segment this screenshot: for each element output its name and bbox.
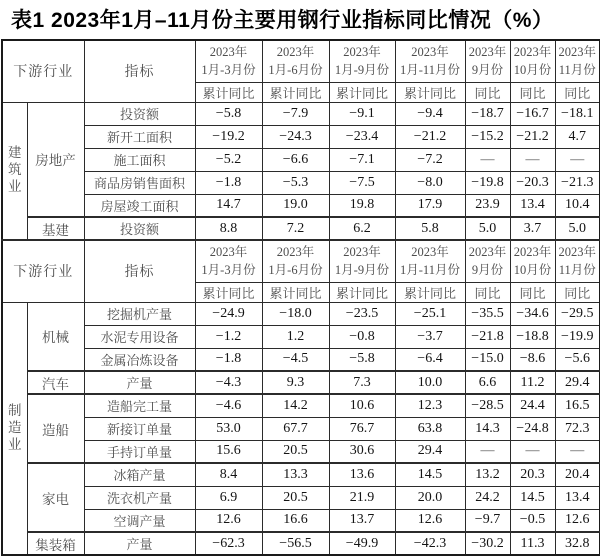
indicator-label: 产量 (84, 371, 195, 394)
header-period-year: 2023年 (276, 245, 315, 260)
indicator-label: 冰箱产量 (84, 463, 195, 486)
indicator-label: 新接订单量 (84, 417, 195, 440)
value-cell: −6.4 (395, 348, 465, 371)
sector-label-text: 制造业 (8, 402, 22, 452)
value-cell: — (510, 148, 555, 171)
value-cell: 19.0 (262, 194, 329, 217)
value-cell: −8.6 (510, 348, 555, 371)
industry-label: 家电 (27, 463, 84, 532)
header-period-year: 2023年 (209, 245, 248, 260)
indicator-label: 房屋竣工面积 (84, 194, 195, 217)
header-metric: 累计同比 (195, 282, 262, 302)
header-period (395, 240, 465, 282)
header-period (510, 40, 555, 82)
value-cell: −35.5 (465, 302, 510, 325)
header-metric: 同比 (555, 282, 600, 302)
value-cell: −7.5 (329, 171, 395, 194)
value-cell: −4.6 (195, 394, 262, 417)
indicator-label: 金属冶炼设备 (84, 348, 195, 371)
value-cell: −5.6 (555, 348, 600, 371)
value-cell: −34.6 (510, 302, 555, 325)
value-cell: −18.7 (465, 102, 510, 125)
value-cell: −4.5 (262, 348, 329, 371)
value-cell: 29.4 (555, 371, 600, 394)
value-cell: 11.3 (510, 532, 555, 555)
table-row (2, 463, 600, 486)
header-period-range: 9月份 (471, 263, 504, 278)
value-cell: −0.8 (329, 325, 395, 348)
header-period-range: 1月-11月份 (400, 263, 460, 278)
header-metric: 累计同比 (262, 282, 329, 302)
value-cell: 16.6 (262, 509, 329, 532)
table-row (2, 217, 600, 240)
value-cell: −9.7 (465, 509, 510, 532)
table-title: 表1 2023年1月–11月份主要用钢行业指标同比情况（%） (11, 9, 554, 32)
value-cell: 13.4 (555, 486, 600, 509)
value-cell: 7.2 (262, 217, 329, 240)
sector-label (2, 102, 27, 240)
value-cell: 6.9 (195, 486, 262, 509)
value-cell: −7.1 (329, 148, 395, 171)
value-cell: 20.5 (262, 440, 329, 463)
header-downstream-industry: 下游行业 (2, 240, 84, 302)
value-cell: −18.1 (555, 102, 600, 125)
value-cell: −19.9 (555, 325, 600, 348)
header-period-year: 2023年 (343, 45, 381, 60)
value-cell: −7.2 (395, 148, 465, 171)
indicator-label: 空调产量 (84, 509, 195, 532)
value-cell: −28.5 (465, 394, 510, 417)
value-cell: 10.6 (329, 394, 395, 417)
value-cell: 14.5 (510, 486, 555, 509)
header-metric: 同比 (555, 82, 600, 102)
value-cell: 24.4 (510, 394, 555, 417)
header-metric: 同比 (465, 82, 510, 102)
value-cell: −24.9 (195, 302, 262, 325)
header-period-year: 2023年 (343, 245, 381, 260)
header-period-range: 10月份 (513, 63, 552, 78)
header-metric: 累计同比 (395, 82, 465, 102)
value-cell: 13.3 (262, 463, 329, 486)
indicator-label: 手持订单量 (84, 440, 195, 463)
header-period (465, 40, 510, 82)
table-header-row (2, 40, 600, 82)
header-metric: 同比 (510, 282, 555, 302)
value-cell: 29.4 (395, 440, 465, 463)
table-row (2, 509, 600, 532)
indicator-label: 洗衣机产量 (84, 486, 195, 509)
header-period (262, 40, 329, 82)
header-period-year: 2023年 (209, 45, 248, 60)
table-row (2, 194, 600, 217)
value-cell: −9.4 (395, 102, 465, 125)
indicator-label: 投资额 (84, 102, 195, 125)
value-cell: −23.5 (329, 302, 395, 325)
value-cell: −7.9 (262, 102, 329, 125)
value-cell: 20.3 (510, 463, 555, 486)
value-cell: −15.2 (465, 125, 510, 148)
value-cell: −5.8 (195, 102, 262, 125)
value-cell: — (465, 440, 510, 463)
header-period-year: 2023年 (276, 45, 315, 60)
indicator-label: 施工面积 (84, 148, 195, 171)
table-row (2, 417, 600, 440)
value-cell: 7.3 (329, 371, 395, 394)
value-cell: 12.6 (195, 509, 262, 532)
value-cell: −1.8 (195, 348, 262, 371)
value-cell: −16.7 (510, 102, 555, 125)
value-cell: 13.6 (329, 463, 395, 486)
header-metric: 同比 (465, 282, 510, 302)
header-metric: 累计同比 (329, 82, 395, 102)
value-cell: −15.0 (465, 348, 510, 371)
value-cell: −21.2 (510, 125, 555, 148)
value-cell: −56.5 (262, 532, 329, 555)
value-cell: 12.3 (395, 394, 465, 417)
header-period-range: 1月-3月份 (201, 263, 256, 278)
table-row (2, 532, 600, 555)
value-cell: 72.3 (555, 417, 600, 440)
value-cell: 10.4 (555, 194, 600, 217)
table-row (2, 148, 600, 171)
header-period (329, 240, 395, 282)
header-period-year: 2023年 (468, 45, 507, 60)
value-cell: 1.2 (262, 325, 329, 348)
value-cell: — (510, 440, 555, 463)
header-period-range: 9月份 (471, 63, 504, 78)
value-cell: 14.3 (465, 417, 510, 440)
indicator-label: 商品房销售面积 (84, 171, 195, 194)
header-period-range: 10月份 (513, 263, 552, 278)
value-cell: 20.5 (262, 486, 329, 509)
industry-label: 造船 (27, 394, 84, 463)
value-cell: −1.8 (195, 171, 262, 194)
value-cell: 13.2 (465, 463, 510, 486)
header-period (555, 240, 600, 282)
value-cell: 21.9 (329, 486, 395, 509)
value-cell: 24.2 (465, 486, 510, 509)
value-cell: 63.8 (395, 417, 465, 440)
value-cell: −19.2 (195, 125, 262, 148)
header-period-range: 1月-11月份 (400, 63, 460, 78)
value-cell: −23.4 (329, 125, 395, 148)
header-period-year: 2023年 (558, 45, 596, 60)
header-period-range: 1月-6月份 (268, 263, 323, 278)
value-cell: 6.6 (465, 371, 510, 394)
header-period-range: 1月-3月份 (201, 63, 256, 78)
header-metric: 累计同比 (195, 82, 262, 102)
header-period (262, 240, 329, 282)
value-cell: −18.0 (262, 302, 329, 325)
value-cell: 20.4 (555, 463, 600, 486)
value-cell: −5.8 (329, 348, 395, 371)
value-cell: −42.3 (395, 532, 465, 555)
header-indicator: 指标 (84, 40, 195, 102)
value-cell: 14.7 (195, 194, 262, 217)
value-cell: 15.6 (195, 440, 262, 463)
value-cell: −8.0 (395, 171, 465, 194)
value-cell: 14.5 (395, 463, 465, 486)
indicator-label: 产量 (84, 532, 195, 555)
value-cell: −49.9 (329, 532, 395, 555)
table-row (2, 125, 600, 148)
value-cell: 30.6 (329, 440, 395, 463)
header-period-year: 2023年 (468, 245, 507, 260)
value-cell: 14.2 (262, 394, 329, 417)
value-cell: 9.3 (262, 371, 329, 394)
header-period-range: 1月-6月份 (268, 63, 323, 78)
value-cell: −29.5 (555, 302, 600, 325)
table-row (2, 325, 600, 348)
value-cell: 5.8 (395, 217, 465, 240)
header-period-year: 2023年 (558, 245, 596, 260)
value-cell: −21.3 (555, 171, 600, 194)
table-header-row (2, 240, 600, 282)
value-cell: 19.8 (329, 194, 395, 217)
value-cell: 4.7 (555, 125, 600, 148)
industry-label: 房地产 (27, 102, 84, 217)
table-row (2, 102, 600, 125)
value-cell: 13.7 (329, 509, 395, 532)
value-cell: 8.8 (195, 217, 262, 240)
value-cell: 23.9 (465, 194, 510, 217)
header-period-year: 2023年 (411, 245, 449, 260)
header-period (465, 240, 510, 282)
value-cell: −5.3 (262, 171, 329, 194)
value-cell: 17.9 (395, 194, 465, 217)
sector-label-text: 建筑业 (8, 145, 22, 195)
header-period (395, 40, 465, 82)
value-cell: −9.1 (329, 102, 395, 125)
table-row (2, 171, 600, 194)
value-cell: 3.7 (510, 217, 555, 240)
value-cell: −6.6 (262, 148, 329, 171)
header-period (195, 240, 262, 282)
value-cell: 53.0 (195, 417, 262, 440)
table-row (2, 348, 600, 371)
value-cell: −21.2 (395, 125, 465, 148)
indicator-label: 造船完工量 (84, 394, 195, 417)
value-cell: 67.7 (262, 417, 329, 440)
value-cell: −19.8 (465, 171, 510, 194)
value-cell: −18.8 (510, 325, 555, 348)
value-cell: 10.0 (395, 371, 465, 394)
value-cell: 12.6 (395, 509, 465, 532)
indicator-label: 投资额 (84, 217, 195, 240)
header-period-range: 1月-9月份 (334, 263, 390, 278)
header-metric: 累计同比 (262, 82, 329, 102)
value-cell: 13.4 (510, 194, 555, 217)
value-cell: −62.3 (195, 532, 262, 555)
industry-label: 集装箱 (27, 532, 84, 555)
table-row (2, 302, 600, 325)
header-period (510, 240, 555, 282)
steel-indicators-table (1, 39, 600, 556)
indicator-label: 挖掘机产量 (84, 302, 195, 325)
industry-label: 基建 (27, 217, 84, 240)
value-cell: −21.8 (465, 325, 510, 348)
header-period-year: 2023年 (513, 245, 552, 260)
value-cell: −3.7 (395, 325, 465, 348)
value-cell: −5.2 (195, 148, 262, 171)
value-cell: 11.2 (510, 371, 555, 394)
industry-label: 机械 (27, 302, 84, 371)
value-cell: 8.4 (195, 463, 262, 486)
header-metric: 累计同比 (395, 282, 465, 302)
value-cell: −24.8 (510, 417, 555, 440)
value-cell: −24.3 (262, 125, 329, 148)
value-cell: −1.2 (195, 325, 262, 348)
header-downstream-industry: 下游行业 (2, 40, 84, 102)
value-cell: 76.7 (329, 417, 395, 440)
value-cell: 5.0 (465, 217, 510, 240)
value-cell: 20.0 (395, 486, 465, 509)
value-cell: 32.8 (555, 532, 600, 555)
header-period-range: 11月份 (558, 263, 596, 278)
value-cell: — (465, 148, 510, 171)
indicator-label: 水泥专用设备 (84, 325, 195, 348)
table-row (2, 486, 600, 509)
header-period-range: 11月份 (558, 63, 596, 78)
table-row (2, 371, 600, 394)
header-metric: 同比 (510, 82, 555, 102)
industry-label: 汽车 (27, 371, 84, 394)
value-cell: — (555, 440, 600, 463)
header-period-year: 2023年 (513, 45, 552, 60)
header-period-range: 1月-9月份 (334, 63, 390, 78)
value-cell: 6.2 (329, 217, 395, 240)
sector-label (2, 302, 27, 555)
header-period-year: 2023年 (411, 45, 449, 60)
header-metric: 累计同比 (329, 282, 395, 302)
header-indicator: 指标 (84, 240, 195, 302)
value-cell: −20.3 (510, 171, 555, 194)
header-period (329, 40, 395, 82)
header-period (555, 40, 600, 82)
indicator-label: 新开工面积 (84, 125, 195, 148)
value-cell: 12.6 (555, 509, 600, 532)
value-cell: −25.1 (395, 302, 465, 325)
value-cell: 5.0 (555, 217, 600, 240)
value-cell: −4.3 (195, 371, 262, 394)
value-cell: −30.2 (465, 532, 510, 555)
value-cell: — (555, 148, 600, 171)
value-cell: 16.5 (555, 394, 600, 417)
table-row (2, 440, 600, 463)
table-row (2, 394, 600, 417)
value-cell: −0.5 (510, 509, 555, 532)
header-period (195, 40, 262, 82)
